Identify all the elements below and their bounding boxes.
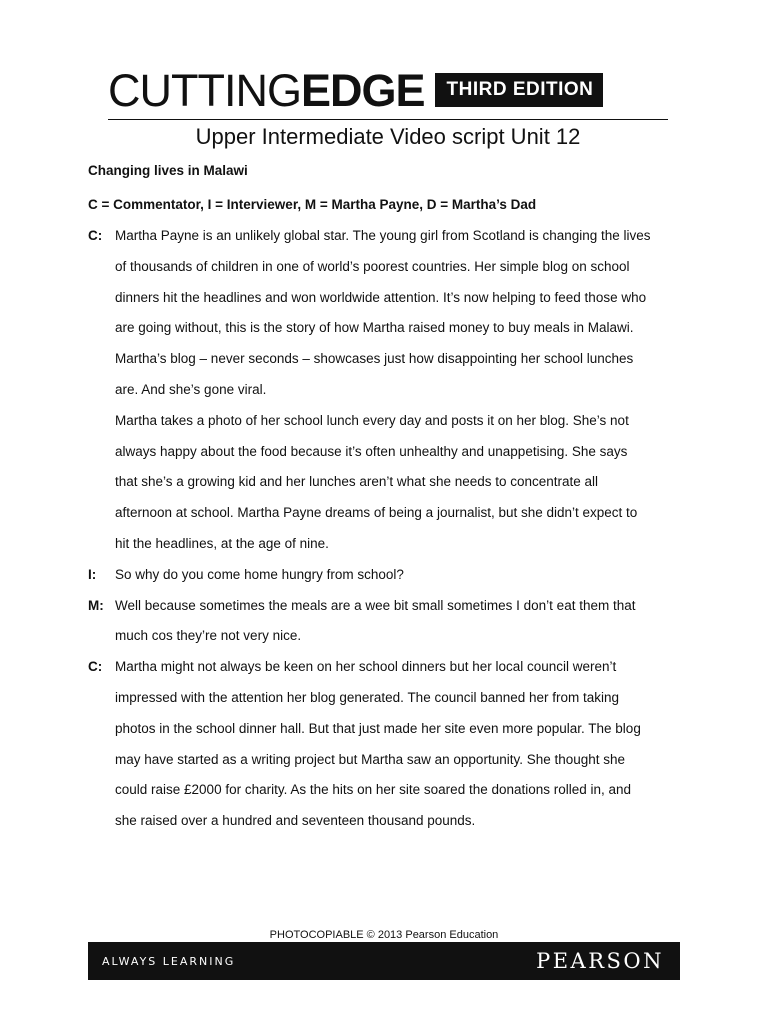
script-turn: [88, 591, 700, 653]
script-line: hit the headlines, at the age of nine.: [115, 535, 329, 551]
turn-text: [115, 560, 700, 591]
brand-cutting-text: CUTTING: [108, 64, 301, 116]
script-line: she raised over a hundred and seventeen thousand pounds.: [115, 813, 476, 829]
script-line: Martha’s blog – never seconds – showcases just how disappointing her school lunches: [115, 351, 634, 367]
speaker-label: C:: [88, 659, 103, 675]
speaker-label: M:: [88, 597, 104, 613]
turn-text: [115, 221, 700, 560]
section-title: Changing lives in Malawi: [88, 163, 248, 178]
script-line: that she’s a growing kid and her lunches aren’t what she needs to concentrate all: [115, 474, 599, 490]
script-line: could raise £2000 for charity. As the hits on her site soared the donations rolled in, and: [115, 782, 632, 798]
script-line: Martha takes a photo of her school lunch every day and posts it on her blog. She’s not: [115, 412, 629, 428]
script-line: are. And she’s gone viral.: [115, 381, 267, 397]
footer-bar: [88, 942, 680, 980]
script-line: Martha might not always be keen on her school dinners but her local council weren’t: [115, 659, 617, 675]
video-script: [88, 221, 700, 837]
speaker-label: I:: [88, 566, 97, 582]
turn-text: [115, 652, 700, 837]
brand-logo: [108, 66, 603, 114]
brand-edge-text: EDGE: [300, 64, 425, 116]
script-line: dinners hit the headlines and won worldwide attention. It’s now helping to feed those who: [115, 289, 647, 305]
script-line: So why do you come home hungry from school?: [115, 566, 404, 582]
script-turn: [88, 560, 700, 591]
turn-text: [115, 591, 700, 653]
footer-tagline: ALWAYS LEARNING: [102, 954, 236, 968]
photocopiable-notice: PHOTOCOPIABLE © 2013 Pearson Education: [269, 929, 499, 941]
script-line: afternoon at school. Martha Payne dreams of being a journalist, but she didn’t expect to: [115, 505, 638, 521]
script-line: are going without, this is the story of how Martha raised money to buy meals in Malawi.: [115, 320, 634, 336]
script-line: Martha Payne is an unlikely global star. The young girl from Scotland is changing the lives: [115, 228, 651, 243]
script-line: may have started as a writing project but Martha saw an opportunity. She thought she: [115, 751, 626, 767]
script-line: of thousands of children in one of world’s poorest countries. Her simple blog on school: [115, 258, 630, 274]
header-rule: [108, 119, 668, 120]
script-line: Well because sometimes the meals are a wee bit small sometimes I don’t eat them that: [115, 597, 636, 613]
speaker-legend: C = Commentator, I = Interviewer, M = Martha Payne, D = Martha’s Dad: [88, 197, 537, 212]
speaker-label: C:: [88, 228, 103, 243]
edition-badge: THIRD EDITION: [435, 73, 604, 107]
script-turn: [88, 652, 700, 837]
script-turn: [88, 221, 700, 560]
script-line: photos in the school dinner hall. But that just made her site even more popular. The blog: [115, 720, 641, 736]
script-line: always happy about the food because it’s often unhealthy and unappetising. She says: [115, 443, 628, 459]
script-line: impressed with the attention her blog generated. The council banned her from taking: [115, 689, 620, 705]
publisher-logo: PEARSON: [536, 949, 664, 973]
script-line: much cos they’re not very nice.: [115, 628, 302, 644]
document-title: Upper Intermediate Video script Unit 12: [195, 124, 581, 149]
